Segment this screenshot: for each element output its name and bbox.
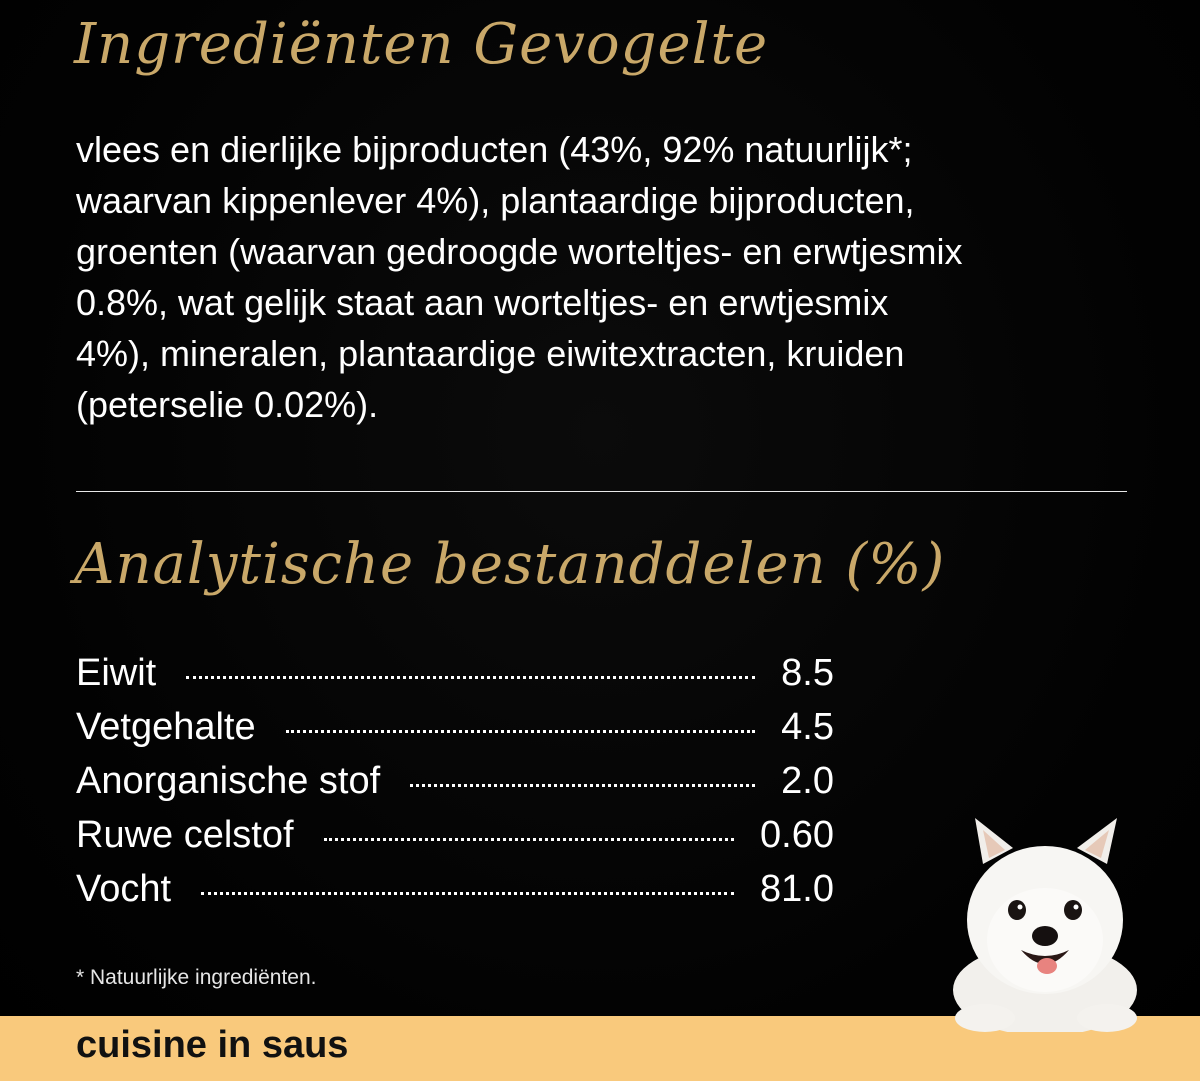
dot-leader (410, 784, 755, 787)
analysis-value: 4.5 (781, 706, 834, 748)
ingredients-line: vlees en dierlijke bijproducten (43%, 92% natuurlijk*; (76, 129, 913, 170)
analysis-row-eiwit (76, 646, 834, 700)
ingredients-line: 4%), mineralen, plantaardige eiwitextracten, kruiden (76, 333, 905, 374)
dot-leader (186, 676, 755, 679)
analysis-row-ruwe-celstof (76, 808, 834, 862)
dot-leader (201, 892, 734, 895)
ingredients-line: groenten (waarvan gedroogde worteltjes- en erwtjesmix (76, 231, 963, 272)
product-variant-label: cuisine in saus (76, 1024, 349, 1066)
ingredients-line: 0.8%, wat gelijk staat aan worteltjes- en erwtjesmix (76, 282, 889, 323)
analysis-value: 8.5 (781, 652, 834, 694)
analysis-label: Anorganische stof (76, 760, 381, 802)
analysis-row-vocht (76, 862, 834, 916)
analysis-row-vetgehalte (76, 700, 834, 754)
analysis-label: Ruwe celstof (76, 814, 294, 856)
analysis-table (76, 646, 834, 916)
ingredients-text (76, 124, 1156, 430)
analysis-row-anorganische-stof (76, 754, 834, 808)
section-divider (76, 491, 1127, 492)
dot-leader (286, 730, 756, 733)
ingredients-line: (peterselie 0.02%). (76, 384, 379, 425)
analysis-title: Analytische bestanddelen (%) (74, 532, 946, 597)
analysis-label: Eiwit (76, 652, 157, 694)
analysis-label: Vocht (76, 868, 172, 910)
analysis-value: 0.60 (760, 814, 834, 856)
ingredients-line: waarvan kippenlever 4%), plantaardige bijproducten, (76, 180, 915, 221)
analysis-value: 2.0 (781, 760, 834, 802)
ingredients-title: Ingrediënten Gevogelte (74, 12, 769, 77)
analysis-label: Vetgehalte (76, 706, 256, 748)
analysis-value: 81.0 (760, 868, 834, 910)
dog-icon (925, 812, 1165, 1032)
footnote: * Natuurlijke ingrediënten. (76, 966, 317, 989)
dot-leader (324, 838, 734, 841)
